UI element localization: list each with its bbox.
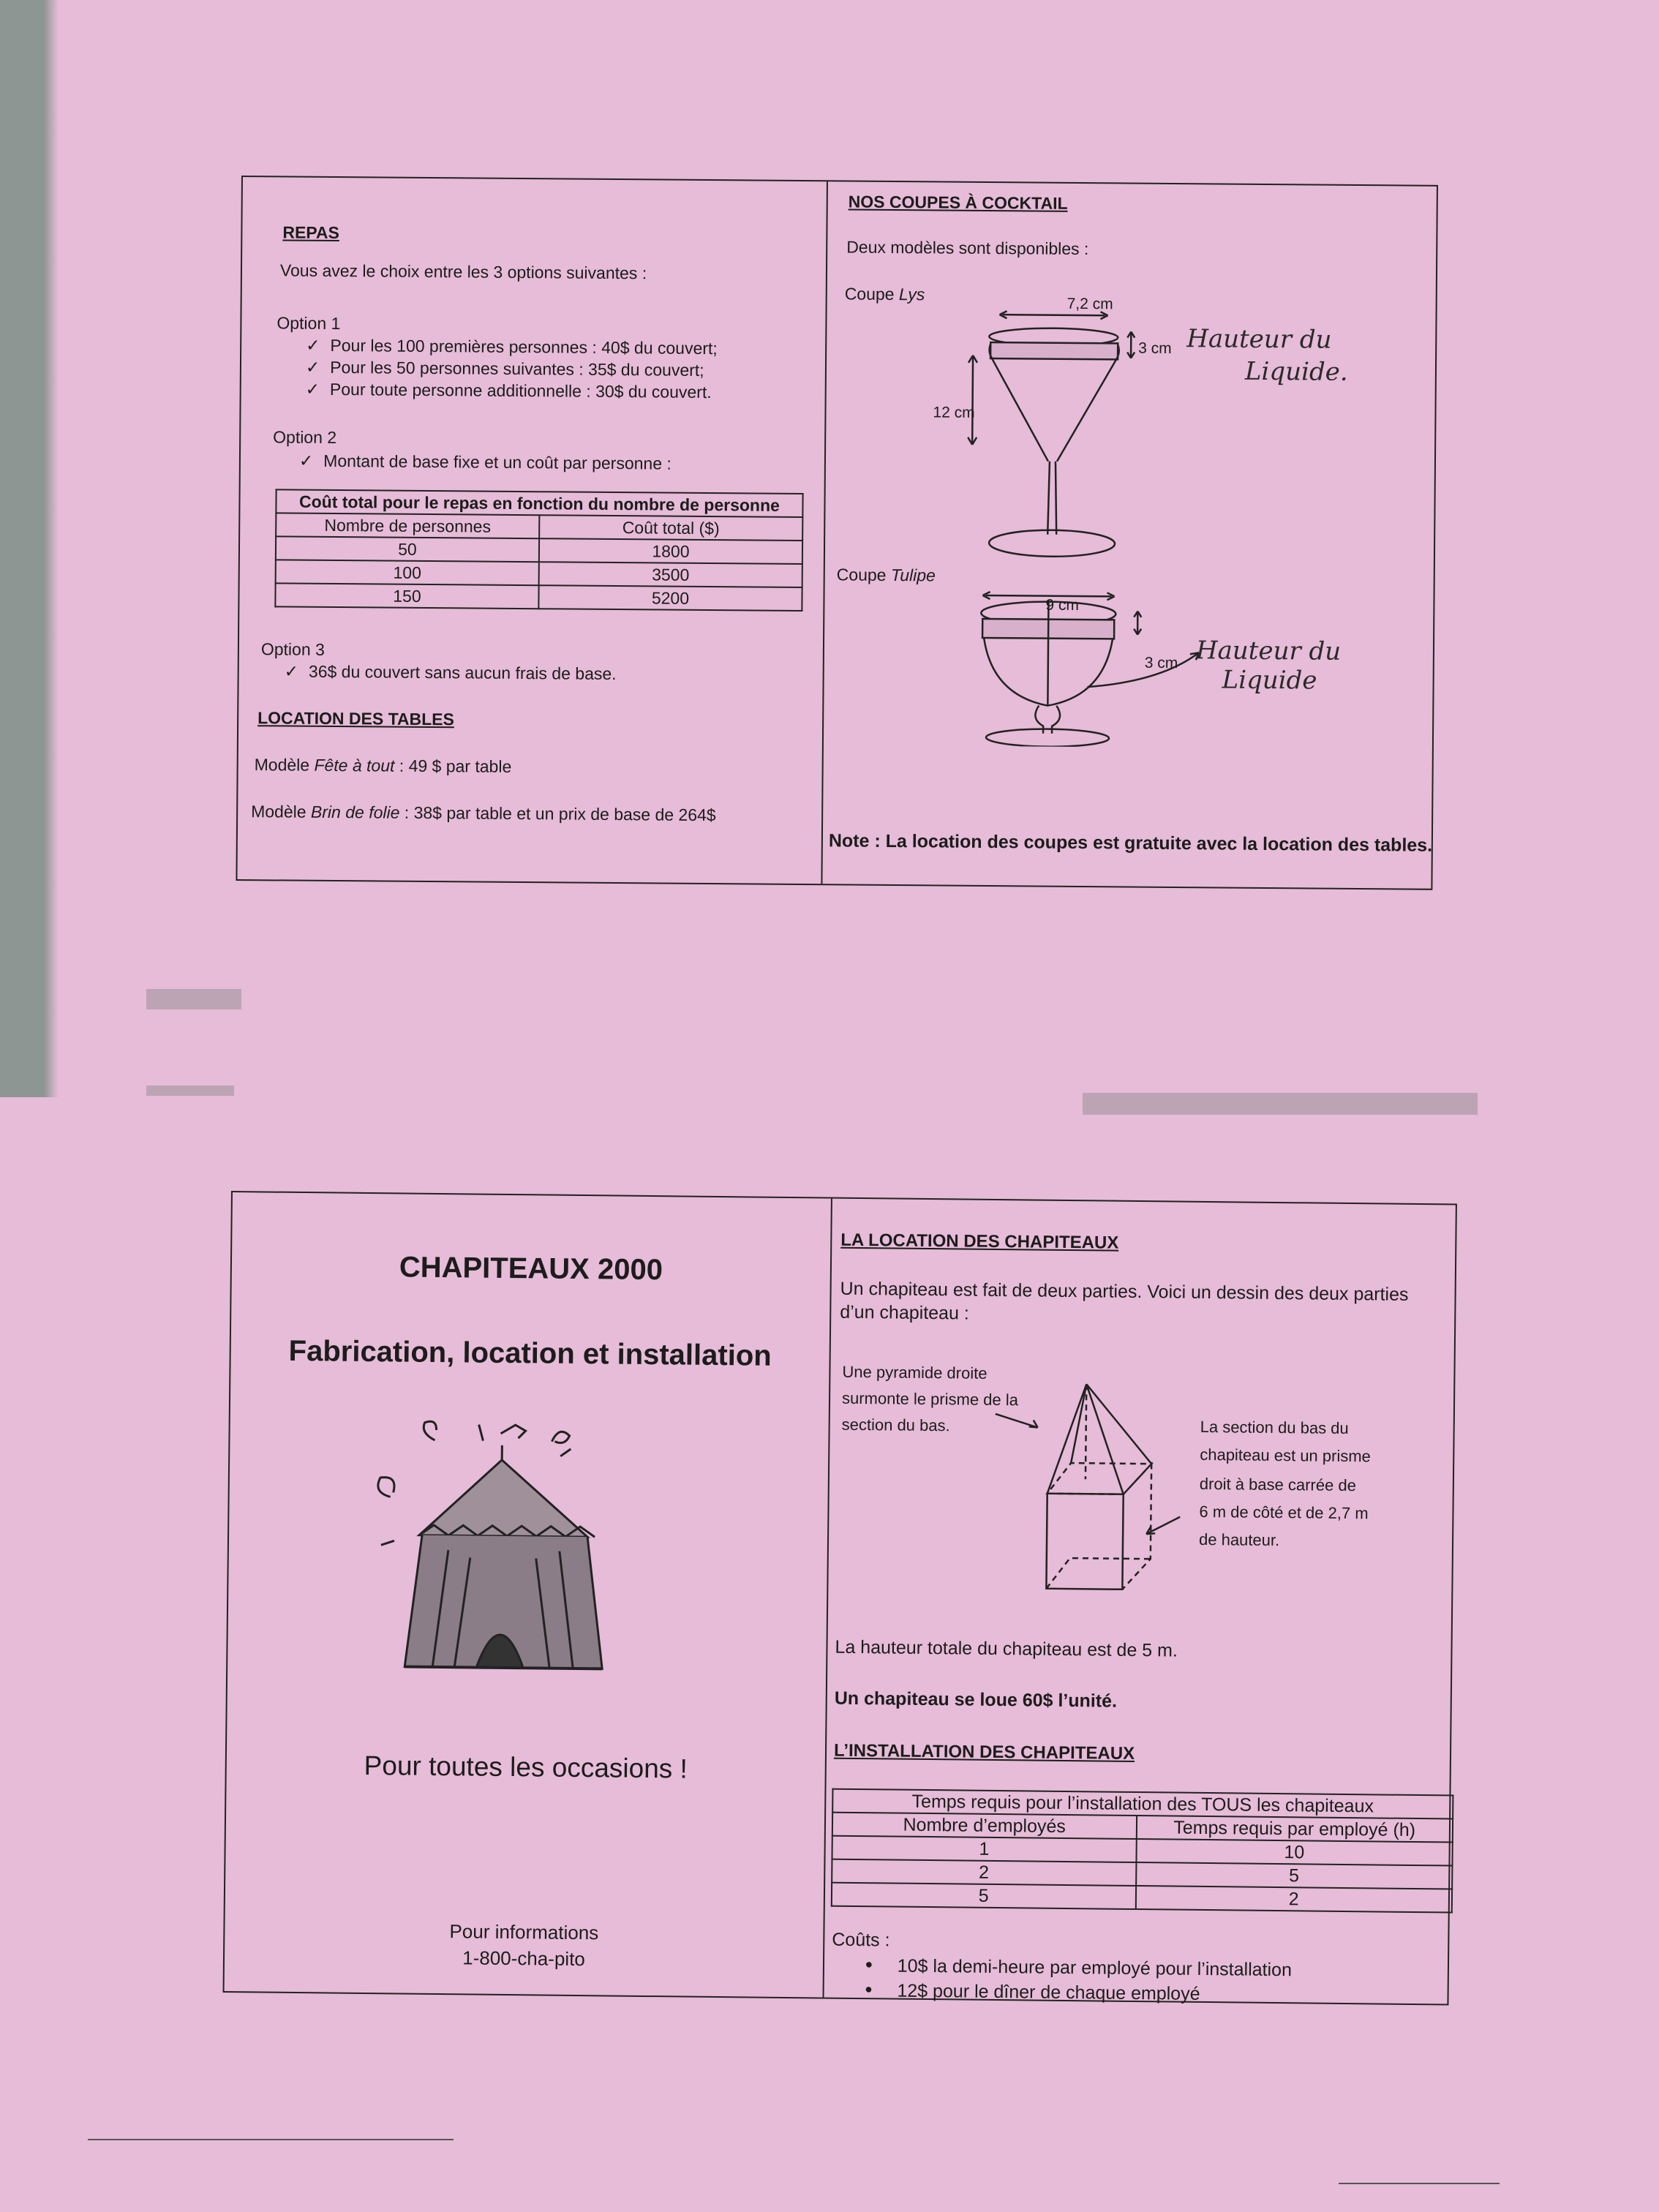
installation-time-table — [831, 1788, 1454, 1914]
lys-handwritten-note-1: Hauteur du — [1186, 324, 1332, 355]
pyramid-caption-line-1: Une pyramide droite — [842, 1362, 988, 1382]
repas-intro: Vous avez le choix entre les 3 options suivantes : — [279, 260, 647, 283]
pencil-line — [1339, 2183, 1500, 2184]
tulipe-handwritten-note-2: Liquide — [1222, 665, 1317, 696]
tulipe-width-label: 9 cm — [1045, 596, 1080, 614]
prism-caption-line-3: droit à base carrée de — [1199, 1474, 1357, 1495]
meal-cost-table — [274, 489, 803, 612]
cost-item-1: • 10$ la demi-heure par employé pour l’installation — [865, 1954, 1292, 1981]
table-cell: 1 — [832, 1836, 1136, 1862]
table-cell: 50 — [276, 536, 539, 562]
brand-tagline: Fabrication, location et installation — [288, 1334, 772, 1372]
info-phone: 1-800-cha-pito — [462, 1946, 586, 1971]
prism-caption-line-2: chapiteau est un prisme — [1200, 1445, 1371, 1466]
table-cell: 1800 — [539, 538, 802, 564]
paper-speck — [146, 1086, 234, 1096]
tent-total-height: La hauteur totale du chapiteau est de 5 m. — [835, 1636, 1178, 1661]
prism-caption-line-4: 6 m de côté et de 2,7 m — [1199, 1502, 1369, 1523]
meal-table-header-people: Nombre de personnes — [276, 513, 539, 538]
tents-intro-line-1: Un chapiteau est fait de deux parties. Voici un dessin des deux parties — [840, 1278, 1409, 1305]
option2-title: Option 2 — [273, 427, 337, 448]
option2-item: ✓ Montant de base fixe et un coût par personne : — [299, 450, 672, 475]
lys-height-label: 12 cm — [933, 404, 975, 421]
repas-title: REPAS — [282, 222, 340, 243]
model-brin-de-folie: Modèle Brin de folie : 38$ par table et un prix de base de 264$ — [251, 802, 716, 825]
glasses-note: Note : La location des coupes est gratuite avec la location des tables. — [828, 830, 1433, 856]
option1-item-1: ✓ Pour les 100 premières personnes : 40$ du couvert; — [306, 334, 718, 359]
table-cell: 100 — [276, 560, 539, 585]
table-cell: 5 — [832, 1883, 1136, 1909]
cost-item-2: • 12$ pour le dîner de chaque employé — [865, 1979, 1200, 2005]
tents-panel — [223, 1191, 1457, 2005]
info-label: Pour informations — [449, 1920, 599, 1944]
option3-item: ✓ 36$ du couvert sans aucun frais de base. — [285, 660, 617, 685]
tulipe-handwritten-note-1: Hauteur du — [1195, 636, 1342, 666]
installation-table-header-employees: Nombre d’employés — [832, 1813, 1137, 1839]
lys-width-label: 7,2 cm — [1066, 295, 1113, 313]
tulipe-liquid-label: 3 cm — [1144, 654, 1178, 672]
circus-tent-illustration — [366, 1410, 647, 1684]
table-cell: 3500 — [539, 562, 802, 587]
table-cell: 10 — [1136, 1839, 1453, 1866]
lys-handwritten-note-2: Liquide. — [1244, 356, 1348, 387]
glass-diagrams — [941, 285, 1412, 750]
slogan: Pour toutes les occasions ! — [364, 1750, 688, 1784]
installation-table-title: Temps requis pour l’installation des TOUS les chapiteaux — [832, 1789, 1453, 1819]
option3-title: Option 3 — [260, 639, 325, 659]
option1-title: Option 1 — [276, 313, 341, 334]
tent-geometry-drawing — [960, 1375, 1181, 1619]
panel-divider — [821, 181, 828, 884]
paper-speck — [146, 989, 241, 1009]
costs-label: Coûts : — [832, 1929, 890, 1951]
tables-rental-title: LOCATION DES TABLES — [257, 708, 455, 729]
coupe-lys-label: Coupe Lys — [844, 284, 925, 304]
model-fete-a-tout: Modèle Fête à tout : 49 $ par table — [254, 755, 512, 776]
paper-speck — [1083, 1093, 1478, 1115]
paper-edge-shadow — [0, 0, 59, 1097]
lys-liquid-label: 3 cm — [1138, 339, 1172, 357]
table-row — [275, 583, 802, 611]
glasses-intro: Deux modèles sont disponibles : — [846, 237, 1089, 259]
installation-title: L’INSTALLATION DES CHAPITEAUX — [833, 1740, 1135, 1764]
table-cell: 150 — [275, 583, 538, 609]
pyramid-caption-line-3: section du bas. — [841, 1415, 950, 1435]
tents-intro-line-2: d’un chapiteau : — [840, 1301, 969, 1324]
option1-item-2: ✓ Pour les 50 personnes suivantes : 35$ du couvert; — [306, 356, 704, 381]
table-cell: 2 — [1135, 1886, 1452, 1913]
meal-table-header-cost: Coût total ($) — [539, 515, 802, 541]
prism-caption-line-1: La section du bas du — [1200, 1417, 1349, 1438]
tent-price: Un chapiteau se loue 60$ l’unité. — [834, 1688, 1118, 1712]
option1-item-3: ✓ Pour toute personne additionnelle : 30$ du couvert. — [306, 378, 712, 403]
coupe-tulipe-label: Coupe Tulipe — [836, 565, 936, 585]
brand-name: CHAPITEAUX 2000 — [399, 1251, 663, 1287]
installation-table-header-time: Temps requis par employé (h) — [1136, 1816, 1453, 1843]
table-cell: 2 — [832, 1859, 1136, 1886]
pencil-line — [88, 2139, 454, 2140]
meal-table-title: Coût total pour le repas en fonction du nombre de personne — [276, 489, 802, 517]
meals-and-glasses-panel — [236, 176, 1438, 890]
cocktail-glasses-title: NOS COUPES À COCKTAIL — [848, 192, 1068, 213]
tents-rental-title: LA LOCATION DES CHAPITEAUX — [840, 1230, 1119, 1253]
prism-caption-line-5: de hauteur. — [1198, 1530, 1280, 1550]
lys-glass-drawing — [967, 311, 1135, 557]
table-cell: 5200 — [538, 585, 802, 611]
pyramid-caption-line-2: surmonte le prisme de la — [841, 1388, 1019, 1410]
table-cell: 5 — [1136, 1862, 1453, 1889]
